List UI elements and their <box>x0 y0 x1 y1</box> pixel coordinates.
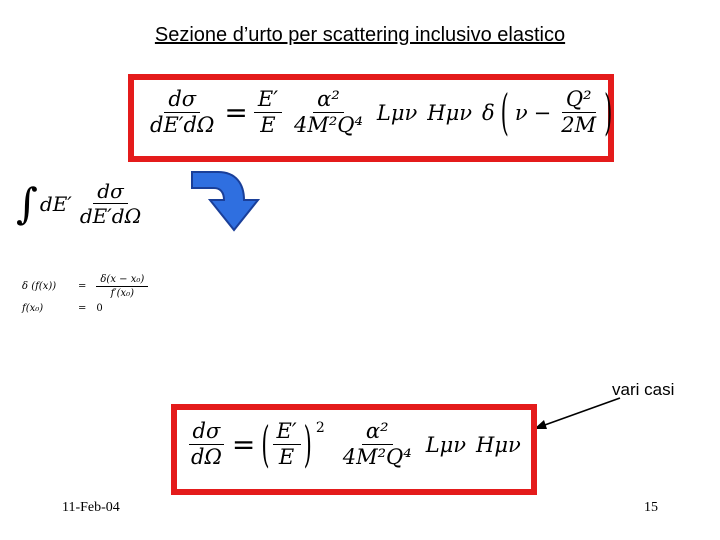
left-paren: ( <box>500 84 509 141</box>
integral-denominator: dE′dΩ <box>79 204 142 228</box>
lhs-numerator: dσ <box>164 88 200 113</box>
equation-top <box>146 84 613 141</box>
minus-sign: − <box>533 100 552 125</box>
bottom-f2-numerator: α² <box>362 420 393 445</box>
pointer-arrow-icon <box>530 396 622 432</box>
delta-equals-1: = <box>78 281 87 292</box>
f-x0-lhs: f(x₀) <box>22 303 44 314</box>
hadron-tensor: Hμν <box>427 100 472 125</box>
slide-title: Sezione d’urto per scattering inclusivo elastico <box>154 24 566 46</box>
fraction-Q2-over-2M <box>557 88 600 137</box>
fraction-alpha <box>290 88 367 137</box>
integral-sign: ∫ <box>16 178 38 228</box>
right-paren: ) <box>604 84 613 141</box>
integral-differential: dE′ <box>39 191 72 216</box>
bottom-lhs-numerator: dσ <box>189 420 225 445</box>
nu-symbol: ν <box>514 100 528 125</box>
f-x0-rhs: 0 <box>96 303 103 314</box>
bottom-f1-numerator: E′ <box>273 420 301 445</box>
lepton-tensor: Lμν <box>376 100 418 125</box>
delta-line-1 <box>22 274 148 299</box>
bottom-lepton-tensor: Lμν <box>425 432 467 457</box>
f2-numerator: α² <box>313 88 344 113</box>
f3-numerator: Q² <box>562 88 596 113</box>
bottom-left-paren: ( <box>261 416 270 473</box>
f3-denominator: 2M <box>561 113 597 138</box>
integral-expression <box>16 180 145 227</box>
integral-numerator: dσ <box>93 180 127 204</box>
delta-fraction <box>96 274 148 299</box>
bottom-equals-sign: = <box>231 428 256 462</box>
equals-sign: = <box>224 96 248 130</box>
delta-symbol: δ <box>482 100 495 125</box>
fraction-dsigma-dE-dOmega <box>146 88 218 137</box>
lhs-denominator: dE′dΩ <box>150 113 215 138</box>
bottom-exponent: 2 <box>315 420 325 436</box>
bottom-fraction-alpha <box>339 420 416 469</box>
bottom-hadron-tensor: Hμν <box>476 432 521 457</box>
bottom-f2-denominator: 4M²Q⁴ <box>342 445 412 470</box>
delta-identity <box>22 274 148 314</box>
f1-denominator: E <box>260 113 276 138</box>
bottom-fraction-E-prime-over-E <box>273 420 301 469</box>
bottom-right-paren: ) <box>303 416 312 473</box>
curved-arrow-down-right-icon <box>188 168 264 234</box>
delta-numerator: δ(x − x₀) <box>96 274 148 287</box>
equation-box-top <box>128 74 614 162</box>
annotation-text: vari casi <box>612 380 675 399</box>
integral-fraction <box>76 180 145 227</box>
footer-date: 11-Feb-04 <box>62 500 120 515</box>
delta-line-2 <box>22 303 148 314</box>
equation-box-bottom <box>171 404 537 495</box>
delta-equals-2: = <box>78 303 87 314</box>
delta-denominator: f′(x₀) <box>110 288 135 299</box>
bottom-f1-denominator: E <box>278 445 295 470</box>
delta-lhs: δ (f(x)) <box>22 281 57 292</box>
bottom-lhs-denominator: dΩ <box>191 445 222 470</box>
fraction-E-prime-over-E <box>254 88 282 137</box>
page-number: 15 <box>644 500 658 515</box>
fraction-dsigma-dOmega <box>187 420 226 469</box>
equation-bottom <box>187 416 521 473</box>
f1-numerator: E′ <box>254 88 282 113</box>
f2-denominator: 4M²Q⁴ <box>293 113 363 138</box>
